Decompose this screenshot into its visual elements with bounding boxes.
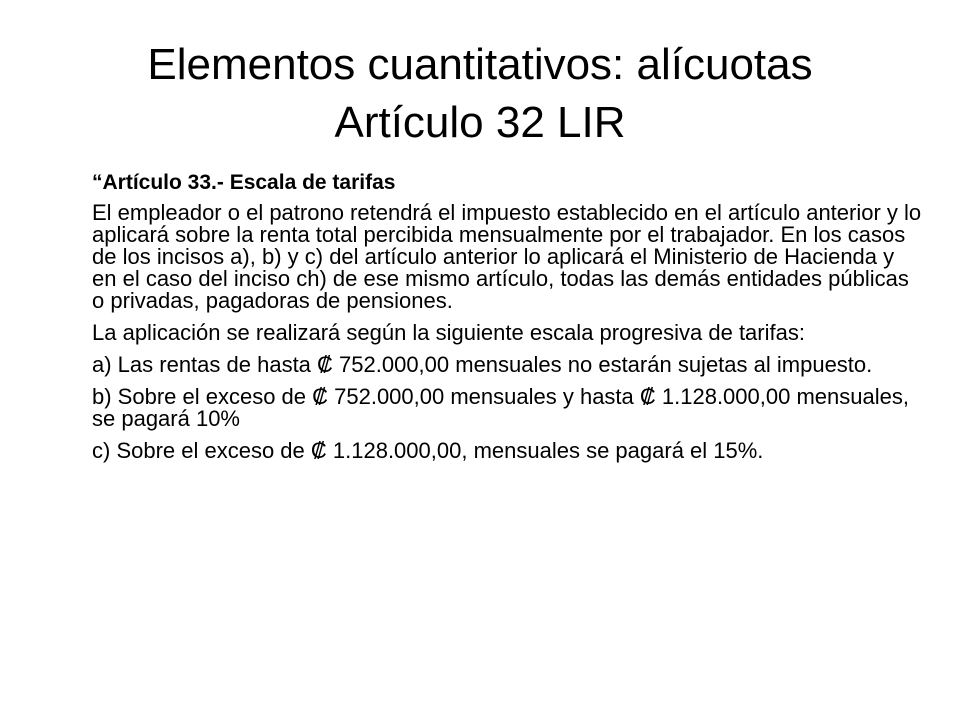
- slide-title-line2: Artículo 32 LIR: [334, 98, 626, 147]
- paragraph-scale-intro: La aplicación se realizará según la siguiente escala progresiva de tarifas:: [92, 320, 805, 345]
- paragraph-retention: El empleador o el patrono retendrá el impuesto establecido en el artículo anterior y lo aplicará sobre la renta total percibida mensualmente por el trabajador. En los casos de los incisos a), b) y c) del artículo anterior lo aplicará el Ministerio de Hacienda y en el caso del inciso ch) de ese mismo artículo, todas las demás entidades públicas o privadas, pagadoras de pensiones.: [92, 200, 922, 313]
- slide-title-line1: Elementos cuantitativos: alícuotas: [147, 40, 813, 89]
- tariff-item-c: c) Sobre el exceso de ₡ 1.128.000,00, mensuales se pagará el 15%.: [92, 438, 764, 463]
- article-heading: “Artículo 33.- Escala de tarifas: [92, 171, 396, 194]
- slide-title: [40, 36, 920, 152]
- tariff-item-b: b) Sobre el exceso de ₡ 752.000,00 mensuales y hasta ₡ 1.128.000,00 mensuales, se pagará 10%: [92, 384, 909, 431]
- slide-body: [92, 172, 922, 472]
- tariff-item-a: a) Las rentas de hasta ₡ 752.000,00 mensuales no estarán sujetas al impuesto.: [92, 352, 873, 377]
